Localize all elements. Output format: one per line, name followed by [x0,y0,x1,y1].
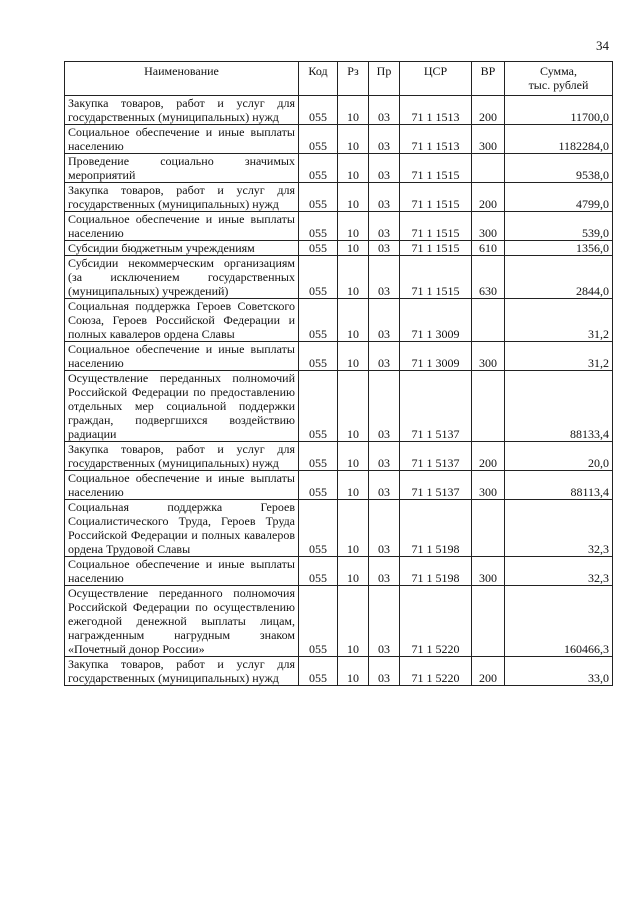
cell-vr [472,371,505,442]
cell-kod: 055 [299,342,338,371]
cell-rz: 10 [338,212,369,241]
cell-pr: 03 [369,442,400,471]
cell-kod: 055 [299,256,338,299]
header-kod: Код [299,62,338,96]
cell-kod: 055 [299,241,338,256]
cell-pr: 03 [369,154,400,183]
cell-vr: 300 [472,557,505,586]
header-sum-line1: Сумма, [540,64,577,78]
cell-rz: 10 [338,125,369,154]
cell-csr: 71 1 5137 [400,442,472,471]
cell-pr: 03 [369,183,400,212]
cell-kod: 055 [299,586,338,657]
cell-csr: 71 1 5198 [400,557,472,586]
cell-sum: 31,2 [505,299,613,342]
cell-csr: 71 1 1513 [400,125,472,154]
cell-csr: 71 1 1513 [400,96,472,125]
cell-rz: 10 [338,342,369,371]
table-row [65,183,613,212]
cell-name: Социальная поддержка Героев Советского Союза, Героев Российской Федерации и полных кавалеров ордена Славы [65,299,299,342]
cell-csr: 71 1 1515 [400,241,472,256]
cell-csr: 71 1 1515 [400,256,472,299]
cell-sum: 1356,0 [505,241,613,256]
header-vr: ВР [472,62,505,96]
cell-rz: 10 [338,442,369,471]
cell-kod: 055 [299,371,338,442]
cell-csr: 71 1 1515 [400,154,472,183]
cell-pr: 03 [369,342,400,371]
cell-name: Проведение социально значимых мероприятий [65,154,299,183]
cell-kod: 055 [299,183,338,212]
cell-vr: 200 [472,442,505,471]
cell-vr: 300 [472,125,505,154]
cell-kod: 055 [299,500,338,557]
cell-kod: 055 [299,299,338,342]
cell-name: Социальное обеспечение и иные выплаты населению [65,212,299,241]
cell-name: Закупка товаров, работ и услуг для государственных (муниципальных) нужд [65,183,299,212]
cell-csr: 71 1 1515 [400,183,472,212]
cell-pr: 03 [369,96,400,125]
cell-sum: 31,2 [505,342,613,371]
cell-sum: 160466,3 [505,586,613,657]
cell-name: Социальное обеспечение и иные выплаты населению [65,342,299,371]
cell-kod: 055 [299,125,338,154]
cell-sum: 2844,0 [505,256,613,299]
cell-name: Осуществление переданных полномочий Российской Федерации по предоставлению отдельных мер социальной поддержки граждан, подвергшихся воздействию радиации [65,371,299,442]
page-number: 34 [596,38,609,53]
cell-rz: 10 [338,154,369,183]
cell-rz: 10 [338,299,369,342]
cell-pr: 03 [369,256,400,299]
cell-sum: 88133,4 [505,371,613,442]
cell-rz: 10 [338,256,369,299]
cell-csr: 71 1 3009 [400,342,472,371]
cell-sum: 539,0 [505,212,613,241]
cell-csr: 71 1 5137 [400,371,472,442]
cell-rz: 10 [338,471,369,500]
cell-csr: 71 1 3009 [400,299,472,342]
table-row [65,657,613,686]
cell-sum: 32,3 [505,500,613,557]
table-row [65,586,613,657]
header-sum-line2: тыс. рублей [528,78,589,92]
cell-pr: 03 [369,586,400,657]
cell-csr: 71 1 5198 [400,500,472,557]
table-row [65,557,613,586]
cell-name: Социальная поддержка Героев Социалистического Труда, Героев Труда Российской Федерации и полных кавалеров ордена Трудовой Славы [65,500,299,557]
cell-vr: 630 [472,256,505,299]
cell-rz: 10 [338,96,369,125]
cell-rz: 10 [338,500,369,557]
cell-vr [472,154,505,183]
table-row [65,500,613,557]
cell-kod: 055 [299,154,338,183]
cell-name: Закупка товаров, работ и услуг для государственных (муниципальных) нужд [65,442,299,471]
table-row [65,299,613,342]
cell-rz: 10 [338,586,369,657]
cell-pr: 03 [369,500,400,557]
cell-name: Закупка товаров, работ и услуг для государственных (муниципальных) нужд [65,96,299,125]
budget-table [64,61,613,686]
table-row [65,442,613,471]
table-row [65,342,613,371]
cell-rz: 10 [338,557,369,586]
cell-name: Социальное обеспечение и иные выплаты населению [65,557,299,586]
header-name: Наименование [65,62,299,96]
cell-kod: 055 [299,212,338,241]
header-sum [505,62,613,96]
cell-sum: 33,0 [505,657,613,686]
header-csr: ЦСР [400,62,472,96]
cell-vr: 300 [472,212,505,241]
cell-rz: 10 [338,241,369,256]
cell-sum: 88113,4 [505,471,613,500]
cell-kod: 055 [299,442,338,471]
cell-rz: 10 [338,657,369,686]
cell-name: Осуществление переданного полномочия Российской Федерации по осуществлению ежегодной денежной выплаты лицам, награжденным нагрудным знаком «Почетный донор России» [65,586,299,657]
table-row [65,96,613,125]
cell-kod: 055 [299,657,338,686]
table-row [65,471,613,500]
cell-pr: 03 [369,557,400,586]
cell-sum: 9538,0 [505,154,613,183]
cell-csr: 71 1 5220 [400,586,472,657]
table-row [65,371,613,442]
table-header-row [65,62,613,96]
cell-sum: 11700,0 [505,96,613,125]
cell-sum: 1182284,0 [505,125,613,154]
cell-pr: 03 [369,371,400,442]
cell-name: Социальное обеспечение и иные выплаты населению [65,125,299,154]
table-row [65,125,613,154]
cell-vr [472,586,505,657]
cell-rz: 10 [338,371,369,442]
cell-name: Субсидии бюджетным учреждениям [65,241,299,256]
cell-sum: 20,0 [505,442,613,471]
cell-pr: 03 [369,299,400,342]
cell-name: Закупка товаров, работ и услуг для государственных (муниципальных) нужд [65,657,299,686]
table-row [65,241,613,256]
table-body [65,96,613,686]
cell-pr: 03 [369,241,400,256]
cell-pr: 03 [369,657,400,686]
cell-name: Субсидии некоммерческим организациям (за исключением государственных (муниципальных) учреждений) [65,256,299,299]
cell-kod: 055 [299,557,338,586]
table-row [65,154,613,183]
cell-csr: 71 1 5220 [400,657,472,686]
cell-name: Социальное обеспечение и иные выплаты населению [65,471,299,500]
table-row [65,256,613,299]
cell-vr: 610 [472,241,505,256]
cell-vr: 200 [472,657,505,686]
cell-vr: 300 [472,471,505,500]
cell-vr [472,500,505,557]
cell-csr: 71 1 1515 [400,212,472,241]
cell-rz: 10 [338,183,369,212]
cell-sum: 4799,0 [505,183,613,212]
cell-vr: 300 [472,342,505,371]
cell-kod: 055 [299,471,338,500]
header-rz: Рз [338,62,369,96]
cell-csr: 71 1 5137 [400,471,472,500]
cell-pr: 03 [369,125,400,154]
table-row [65,212,613,241]
header-pr: Пр [369,62,400,96]
cell-vr: 200 [472,183,505,212]
cell-pr: 03 [369,212,400,241]
cell-sum: 32,3 [505,557,613,586]
cell-vr: 200 [472,96,505,125]
cell-vr [472,299,505,342]
cell-pr: 03 [369,471,400,500]
cell-kod: 055 [299,96,338,125]
